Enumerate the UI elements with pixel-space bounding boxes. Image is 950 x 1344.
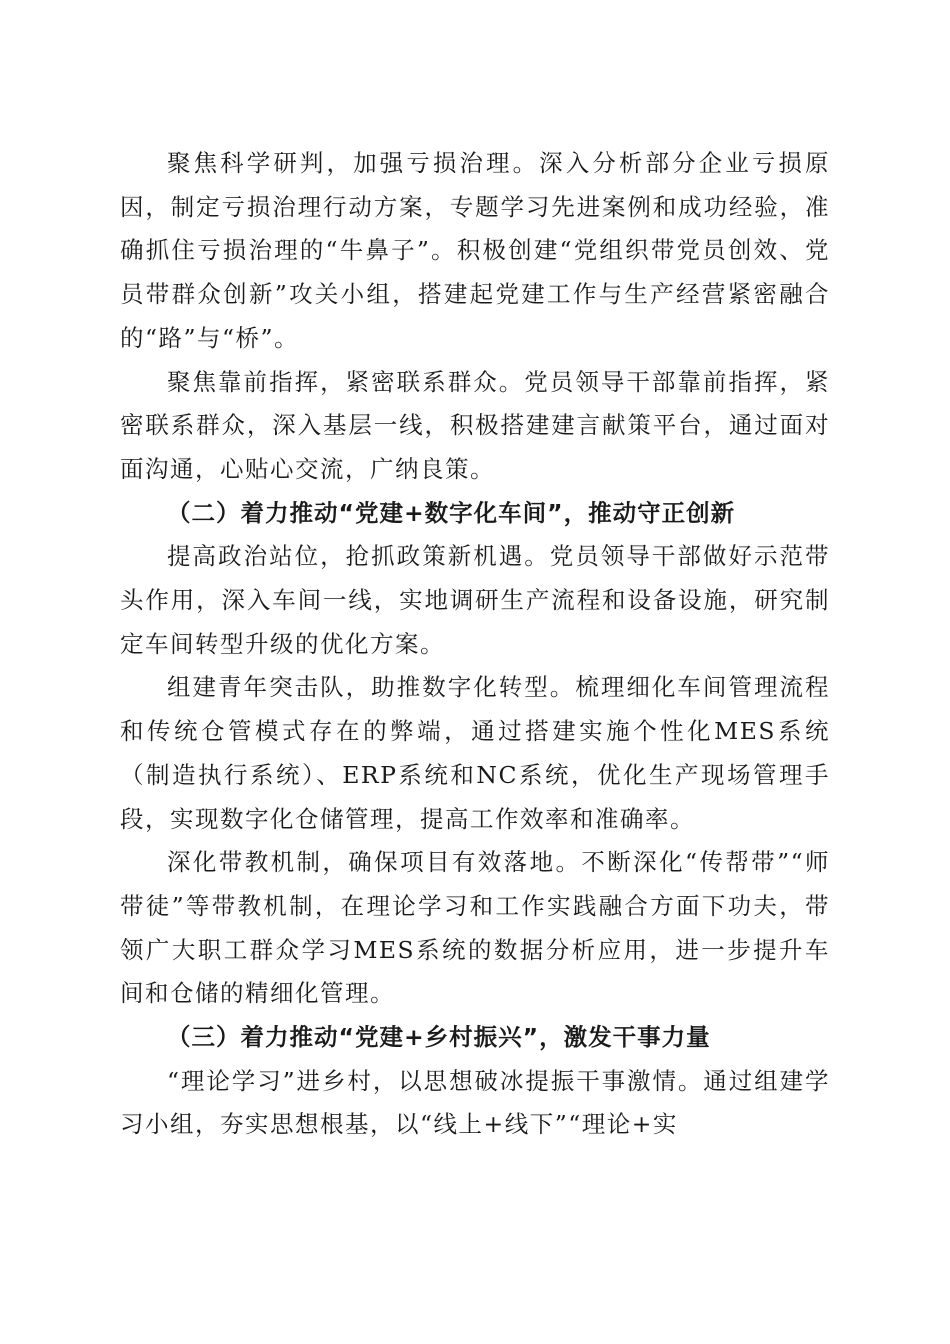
paragraph-frontline-command: 聚焦靠前指挥，紧密联系群众。党员领导干部靠前指挥，紧密联系群众，深入基层一线，积极搭建建言献策平台，通过面对面沟通，心贴心交流，广纳良策。	[120, 367, 830, 483]
paragraph-political-stance: 提高政治站位，抢抓政策新机遇。党员领导干部做好示范带头作用，深入车间一线，实地调研生产流程和设备设施，研究制定车间转型升级的优化方案。	[120, 542, 830, 658]
paragraph-loss-governance: 聚焦科学研判，加强亏损治理。深入分析部分企业亏损原因，制定亏损治理行动方案，专题学习先进案例和成功经验，准确抓住亏损治理的“牛鼻子”。积极创建“党组织带党员创效、党员带群众创新”攻关小组，搭建起党建工作与生产经营紧密融合的“路”与“桥”。	[120, 149, 830, 352]
section-heading-digital-workshop: （二）着力推动“党建+数字化车间”，推动守正创新	[167, 498, 736, 527]
paragraph-mentoring-mechanism: 深化带教机制，确保项目有效落地。不断深化“传帮带”“师带徒”等带教机制，在理论学习和工作实践融合方面下功夫，带领广大职工群众学习MES系统的数据分析应用，进一步提升车间和仓储的精细化管理。	[120, 848, 830, 1008]
section-heading-rural-revitalization: （三）着力推动“党建+乡村振兴”，激发干事力量	[167, 1023, 711, 1052]
document-page	[120, 142, 830, 1147]
paragraph-youth-commando: 组建青年突击队，助推数字化转型。梳理细化车间管理流程和传统仓管模式存在的弊端，通过搭建实施个性化MES系统（制造执行系统）、ERP系统和NC系统，优化生产现场管理手段，实现数字化仓储管理，提高工作效率和准确率。	[120, 673, 830, 833]
paragraph-theory-study: “理论学习”进乡村，以思想破冰提振干事激情。通过组建学习小组，夯实思想根基，以“线上+线下”“理论+实	[120, 1066, 830, 1139]
